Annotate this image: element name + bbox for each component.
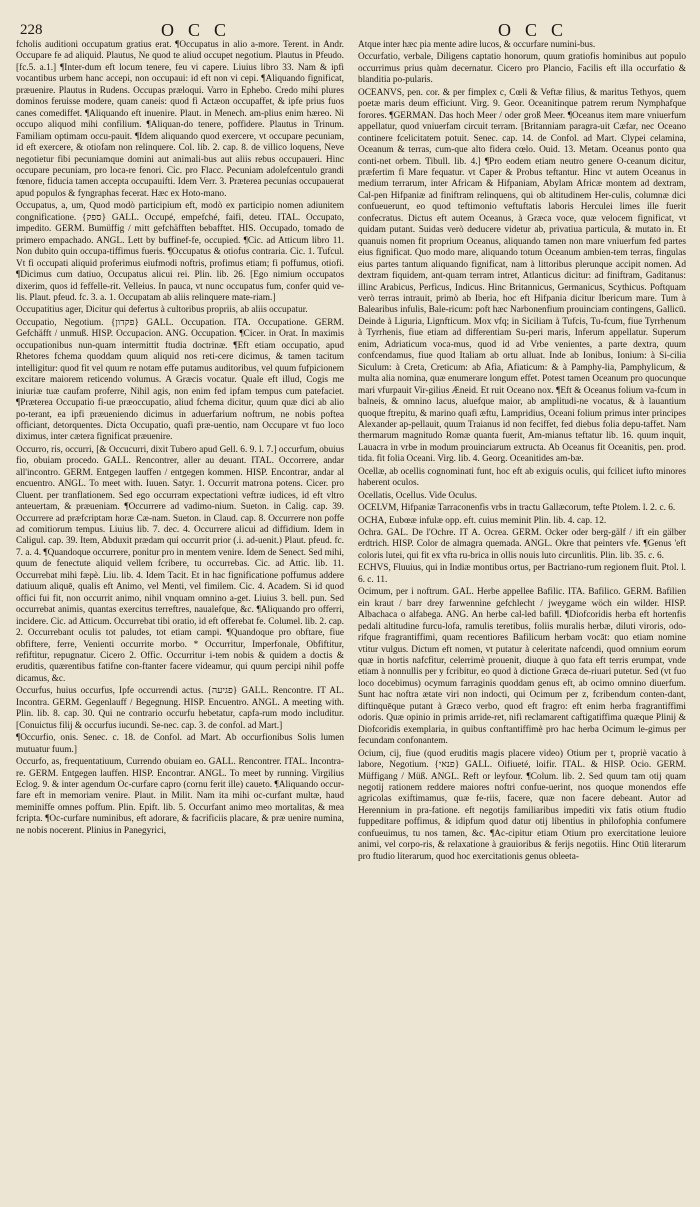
dictionary-entry: Occupatus, a, um, Quod modò participium eft, modò ex participio nomen adiunitem congnificatione. {ספק} GALL. Occupé, empefché, faifi, deteu. ITAL. Occupato, impedito. GERM. Bumüffig / mitt gefchäfften bebafftet. HIS. Occupado, tomado de primero empachado. ANGL. Lett by buffinef-fe, occupied. ¶Cic. ad Atticum libro 11. Non dubito quin occupa-tiffimus fueris. ¶Occupatus & otiofus contraria. Cic. 1. Tufcul. Vt fi occupati aliquid proferimus eiufmodi noftris, profimus etiam; fi poffumus, otiofi. ¶Dicimus cum datiuo, Occupatus alicui rei. Plin. lib. 26. [Ego nimium occupatos dixerim, quos id feffelle-rit. Velleius. In pauca, vt nunc occupatus fum, confer quid ve-lis. Plaut. pfeud. fc. 3. a. 1. Occupatam ab aliis relinquere mate-riam.] <box>16 201 344 303</box>
dictionary-entry: ECHVS, Fluuius, qui in Indiæ montibus ortus, per Bactriano-rum regionem fluit. Ptol. l. 6. c. 11. <box>358 563 686 585</box>
dictionary-entry: Occupatio, Negotium. {פקדון} GALL. Occupation. ITA. Occupatione. GERM. Gefchäfft / unmuß. HISP. Occupacion. ANG. Occupation. ¶Cicer. in Orat. In maximis occupationibus nun-quam intermittit ftudia doctrinæ. ¶Eft etiam occupatio, apud Rhetores fchema quoddam quum aliquid nos reti-cere dicimus, & tamen tacitum intelligitur: quod fit vel quum re notam effe putamus auditoribus, vel quum fufpicionem excitare maiorem reticendo volumus. A Græcis vocatur. Quale eft illud, Cogis me iniuriæ tuæ caufam proferre, Nihil agis, non enim fed ipfam tempus cum patefaciet. ¶Præterea Occupatio fi-ue præoccupatio, aliud fchema dicitur, quum quæ dici ab alio po-terant, ea ipfi præueniendo dicimus in aduerfarium noftrum, ne nobis poftea officiant, detorquentes. Dicta Occupatio, quafi præ-uentio, nam Occupare vt fuo loco diximus, inter cætera fignificat præuenire. <box>16 317 344 443</box>
dictionary-entry: Ocellatis, Ocellus. Vide Oculus. <box>358 490 478 501</box>
dictionary-entry: Ochra. GAL. De l'Ochre. IT A. Ocrea. GERM. Ocker oder berg-gälf / ift ein gälber erdtrich. HISP. Color de almagra quemada. ANGL. Okre that peinters vfe. ¶Genus 'eft coloris lutei, qui fit ex vfta ru-brica in ollis nouis luto circunlitis. Plin. lib. 35. c. 6. <box>358 528 686 561</box>
dictionary-entry: Ocium, cij, fiue (quod eruditis magis placere video) Otium per t, propriè vacatio à labore, Negotium. {פנאי} GALL. Oifiueté, loifir. ITAL. & HISP. Ocio. GERM. Müffigang / Müß. ANGL. Reft or leyfour. ¶Colum. lib. 2. Sed quum tam otij quam negotij rationem reddere maiores noftri confue-uerint, nos quoque monendos effe agricolas exiftimamus, quæ fe-riis, facere, quæ non facere debeant. Autor ad Herennium in pra-fatione. eft negotijs familiaribus impediti vix fatis otium ftudio fuppeditare poffimus, & idipfum quod datur otij libentius in philofophia confumere confueuimus, tu nos tamen, &c. ¶Ac-cipitur etiam Otium pro exercitatione leuiore animi, vel corpo-ris, & relaxatione à grauioribus & ferijs negotiis. Hinc Otiū literarum pro ftudio literarum, quod hoc exercitationis genus obleeta- <box>358 748 686 862</box>
dictionary-entry: Occurfo, as, frequentatiuum, Currendo obuiam eo. GALL. Rencontrer. ITAL. Incontra-re. GERM. Entgegen lauffen. HISP. Encontrar. ANGL. To meet by running. Virgilius Eclog. 9. & inter agendum Oc-curfare capro (cornu ferit ille) caueto. ¶Aliquando occur-fare eft in memoriam venire. Plaut. in Milit. Nam ita mihi oc-curfant multæ, haud meminiffe omnes poffum. Plin. Epift. lib. 5. Occurfant animo meo mortalitas, & mea fcripta. ¶Oc-curfare numinibus, eft adorare, & facrificiis placare, & præ uenire numina, ne nobis nocerent. Plinius in Panegyrici, <box>16 757 344 836</box>
dictionary-entry: ¶Occurfio, onis. Senec. c. 18. de Confol. ad Mart. Ab occurfionibus Solis lumen mutuatur fuum.] <box>16 733 344 755</box>
left-column <box>16 40 344 1197</box>
dictionary-entry: fcholis auditioni occupatum gratius erat. ¶Occupatus in alio a-more. Terent. in Andr. Occupare fe ad aliquid. Plautus, Ne quod te aliud occupet negotium. Plautus in Pfeudo. [fc.5. a.1.] ¶Inter-dum eft locum tenere, feu vi capere. Liuius libro 33. Nam & ipfi vocantibus urbem hanc accepi, non occupaui: id eft non vi cepi. ¶Aliquando fignificat, præuenire. Plautus in Rudens. Occupas præloqui. Varro in Ephebo. Credo mihi plures dominos feruisse modere, quam caneis: quod fi Actæon occupaffet, & ipfe prius fuos canes comediffet. ¶Aliquando eft inuenire. Plaut. in Menech. am-plius enim hæreo. Ni occupo aliquod mihi confilium. ¶Aliquan-do tenere, poffidere. Plautus in Trinum. Familiam optimam occu-pauit. ¶Idem aliquando quod exercere, vt occupare pecuniam, id eft exercere, & otiofam non relinquere. Col. lib. 2. cap. 8. de villico loquens, Neve negotietur fibi pecuniamque domini aut animali-bus aut aliis rebus occupaueri. Hinc occupare pecuniam, pro loca-re fenori. Cic. pro Flacc. Pecuniam adolefcentulo grandi fœnore, fiducia tamen accepta occupauifti. Idem Verr. 3. Præterea pecunias occupauerat apud populos & fyngraphas fecerat. Hæc ex Hoto-mano. <box>16 40 344 199</box>
right-column <box>358 40 686 1197</box>
dictionary-entry: Occupatitius ager, Dicitur qui defertus à cultoribus propriis, ab aliis occupatur. <box>16 305 308 316</box>
dictionary-entry: Occurfus, huius occurfus, Ipfe occurrendi actus. {פגיעה} GALL. Rencontre. IT AL. Incontra. GERM. Gegenlauff / Begegnung. HISP. Encuentro. ANGL. A meeting with. Plin. lib. 8. cap. 30. Qui ne contrario occurfu hebetatur, capfa-rum modo includitur. [Conuictus filij & occurfus iucundi. Se-nec. cap. 3. de confol. ad Mart.] <box>16 686 344 731</box>
running-head-right: OCC <box>498 20 578 40</box>
dictionary-entry: Ocellæ, ab ocellis cognominati funt, hoc eft ab exiguis oculis, qui fcilicet iufto minores haberent oculos. <box>358 466 686 489</box>
running-head-left: OCC <box>161 20 241 40</box>
dictionary-entry: Ocimum, per i noftrum. GAL. Herbe appellee Bafilic. ITA. Bafilico. GERM. Bafilien ein kraut / barr drey farwennine gefchlecht / jweygame wöch ein wilder. HISP. Albachaca o alfabega. ANG. An herbe cal-led bafill. ¶Diofcoridis herba eft hortenfis pedali altitudine furcu-lofa, ramulis teretibus, foliis muralis herbæ, diluti viroris, odo-rifque fragrantiffimi, quam recentiores Bafilicum herbam vocāt: quo etiam nomine vtitur vulgus. Dictum eft nomen, vt putatur à celeritate nafcendi, quod omnium eorum quæ in hortis nafcfitur, celerrimè prouenit, diuque à quo fata eft terris erumpat, vnde etiam à nonnullis per y fcribitur, eo quod à dictione Græca de-riuari putetur. Sed (vt fuo loco docebimus) ocymum farraginis quoddam genus eft, ab ocimo omnino diuerfum. Sunt hac noftra ætate viri non indocti, qui Ocimum per z, fcribendum conten-dant, diftinquēque putant à Græco verbo, quod eft fragro: eft enim herba fragrantiffimi odoris. Quæ opinio in primis arride-ret, nifi reclamarent caftigatiffima quæque Plinij & Diofcoridis exemplaria, in quibus conftantiffimè pro hac herba Ocimum le-gimus per fecundam confonantem. <box>358 587 686 747</box>
text-columns <box>16 40 686 1197</box>
dictionary-entry: OCHA, Eubœæ infulæ opp. eft. cuius meminit Plin. lib. 4. cap. 12. <box>358 515 607 526</box>
dictionary-entry: OCEANVS, pen. cor. & per fimplex c, Cœli & Veftæ filius, & maritus Tethyos, quem poetæ maris deum efficiunt. Virg. 9. Geor. Oceanitinque patrem rerum Nymphafque forores. ¶GERMAN. Das hoch Meer / oder groß Meer. ¶Oceanus item mare vniuerfum appellatur, quod vniuerfam circuit terram. [Britanniam paragra-uit Cæfar, nec Oceano continere fcelicitatem potuit. Senec. cap. 14. de Confol. ad Mart. Clypei celamina, Oceanum & terras, cum-que alto fidera cœlo. Ouid. 13. Metam. Oceanus ponto qua conti-net orbem. Tibull. lib. 4.] ¶Pro eodem etiam neutro genere O-ceanum dicitur, præfertim fi Mare fequatur. vt Caper & Probus teftantur. Hinc vt autem Oceanus in medium terrarum, inter Africam & Hifpaniam, Abylam Africæ montem ad dextram, Cal-pen Hifpaniæ ad finiftram relinquens, qui ob altitudinem Her-culis, columnæ dici confueuerunt, eo quod teftimonio veftuftatis laboris Herculei limes ille fuerit confecratus. Dictus eft autem Oceanus, à Græca voce, quæ velocem fignificat, vt quidam putant. Suidas verò deducere videtur ab, privatiua particula, & mutato in. Et quanuis nomen fit proprium Oceanus, aliquando tamen non mare vniuerfum fed partes eius fignificat. Quo modo mare, aliquando totum Oceanum ambien-tem terras, fingulas eius partes tantum aliquando fignificat, nam à littoribus plerunque accipit nomen. Ad dextram fiquidem, ant-quam terram intret, Atlanticus dicitur: ad finiftram, Gaditanus: illinc Arabicus, Perficus, Indicus. Hinc Britannicus, Germanicus, Scythicus. Poftquam verò terras intrauit, primò ab Iberia, hoc eft Hifpania dicitur Ibericum mare. Tum à Balearibus infulis, Bale-ricum: poft hæc Narbonenfium prouinciam contingens, Gallicū. Deinde à Liguria, Lignfticum. Mox vfq; in Siciliam à Tufcis, Tu-fcum, fiue Tyrrhenum à Tyrrhenis, fiue etiam ad differentiam Su-peri maris, Inferum appellatur. Superum enim, Adriaticum voca-mus, quod id ad Vrbe venientes, a parte dextra, quum confcendamus, fiue quod Italiam ab ortu alluat. Inde ab Ionibus, Ionium: à Si-cilia Siculum: à Creta, Creticum: ab Afia, Afiaticum: & à Pamphy-lia, Pamphylicum, & multa alia nomina, quæ enumerare longum effet. Potest tamen Oceanum pro quocunque mari vfurpauit Vir-gilius Æneid. Et ruit Oceano nox. ¶Eft & Oceanus folium va-fcum in balneis, & omnino lacus, aluefque maior, ab amplitudi-ne vocatus, & à lauantium quoque ftrepitu, & marino quafi æftu, Lampridius, Oceani folium primus inter principes Alexander ap-pellauit, quum Traianus id non feciffet, fed diebus folia depu-taffet. Nam thermarum magnitudo Romæ quanta fuerit, Am-mianus teftatur lib. 16. quum inquit, Lauacra in vrbe in modum prouinciarum extructa. Ab Oceanus fit Oceanitis, pen. prod. tida. fit folia Oceani. Virg. lib. 4. Georg. Oceanitides am-bæ. <box>358 87 686 465</box>
dictionary-entry: Occurfatio, verbale, Diligens captatio honorum, quum gratiofis hominibus aut populo occurrimus prius quàm decernatur. Cicero pro Plancio, Facilis eft illa occurfatio & blanditia po-pularis. <box>358 52 686 86</box>
dictionary-entry: Atque inter hæc pia mente adire lucos, & occurfare numini-bus. <box>358 40 596 50</box>
page-number: 228 <box>20 22 43 38</box>
dictionary-entry: Occurro, ris, occurri, [& Occucurri, dixit Tubero apud Gell. 6. 9. l. 7.] occurfum, obuius fio, obuiam procedo. GALL. Rencontrer, aller au deuant. ITAL. Occorrere, andar all'incontro. GERM. Entgegen lauffen / entgegen kommen. HISP. Encontrar, andar al encuentro. ANGL. To meet with. Iuuen. Satyr. 1. Occurrit matrona potens. Cicer. pro Cluent. per tranflationem. Sed ego occurram expectationi veftræ iudices, id eft vltro anteuertam, & præueniam. ¶Occurrere ad vadimo-nium. Sueton. in Calig. cap. 39. Occurrere ad præfcriptam horæ Cæ-nam. Sueton. in Claud. cap. 8. Occurrere non poffe ad comitiorum tempus. Liuius lib. 7. dec. 4. Occurrere alicui ad diffidium. Idem in Caligul. cap. 39. Item, Abduxit prædam qui occurrit prior (.i. ad-uenit.) Plaut. pfeud. fc. 7. a. 4. ¶Quandoque occurrere, ponitur pro in mentem venire. Idem de Senect. Sed mihi, quum de fenectute aliquid vellem fcribere, tu occurrebas. Cic. ad Attic. lib. 11. Occurrebat mihi fæpè. Liu. lib. 4. Idem Tacit. Et in hac fignificatione poffumus addere datiuum aliquē, qualis eft Animo, vel Menti, vel fimilem. Cic. 4. Academ. Si id quod offici fui fit, non occurrit animo, nihil vnquam omnino a-get. Liuius 3. bell. pun. Sed occurrebat animis, quantas exercitus terreftres, naualefque, &c. ¶Aliquando pro offerri, incidere. Cic. ad Atticum. Occurrebat tibi oratio, id eft offerebat fe. Columel. lib. 2. cap. 2. Occurrebant oculis tot paludes, tot etiam campi. ¶Quandoque pro obftare, fiue obfiftere, ferre, Venienti occurrite morbo. * Occurritur, Imperfonale, Obfiftitur, refiftitur, repugnatur. Cicero 2. Offic. Occurritur i-tem nobis & quidem a doctis & eruditis, quærentibus fatifne con-ftanter facere videamur, qui quum percipi nihil poffe dicamus, &c. <box>16 444 344 684</box>
dictionary-entry: OCELVM, Hifpaniæ Tarraconenfis vrbs in tractu Gallæcorum, tefte Ptolem. l. 2. c. 6. <box>358 503 676 514</box>
